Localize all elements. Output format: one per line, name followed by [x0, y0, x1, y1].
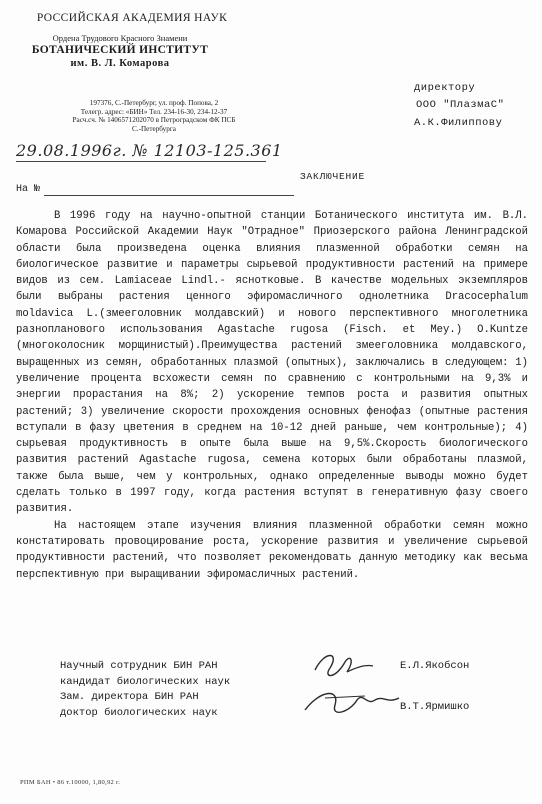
address-line: Телегр. адрес: «БИН» Тел. 234-16-30, 234-12-37	[80, 107, 228, 116]
recipient-company: ООО "ПлазмаС"	[416, 99, 505, 111]
body-paragraph: На настоящем этапе изучения влияния плазменной обработки семян можно констатировать провоцирование роста, ускорение развития и увеличение сырьевой продуктивности растений, что позволяет рекомендовать данную методику как весьма перспективную при выращивании эфиромасличных растений.	[16, 519, 528, 581]
handwritten-signature	[295, 640, 405, 730]
order-line: Ордена Трудового Красного Знамени	[52, 33, 188, 43]
signature-line: Зам. директора БИН РАН	[60, 691, 199, 703]
institute-name: БОТАНИЧЕСКИЙ ИНСТИТУТ	[31, 44, 209, 56]
handwritten-date-number: 29.08.1996г. № 12103-125.361	[16, 141, 283, 160]
letter-body	[16, 208, 528, 583]
reference-line	[16, 161, 266, 162]
reference-na-label: На №	[16, 184, 41, 195]
signature-line: кандидат биологических наук	[60, 675, 231, 688]
print-footer: РПМ БАН • 86 т.10000, 1,80,92 г.	[20, 779, 121, 786]
address-line: С.-Петербурга	[132, 124, 176, 133]
signature-line: Научный сотрудник БИН РАН	[60, 660, 218, 672]
body-paragraph: В 1996 году на научно-опытной станции Ботанического института им. В.Л. Комарова Российской Академии Наук "Отрадное" Приозерского района Ленинградской области была произведена оценка влияния плазменной обработки семян на биологическое развитие и параметры сырьевой продуктивности растений на примере видов из сем. Lamiaceae Lindl.- яснотковые. В качестве модельных экземпляров были выбраны растения ценного эфиромасличного однолетника Dracocephalum moldavica L.(змееголовник молдавский) и нового перспективного многолетника разнопланового использования Agastache rugosa (Fisch. et Mey.) O.Kuntze (многоколосник морщинистый).Преимущества растений змееголовника молдавского, выращенных из семян, обработанных плазмой (опытных), заключались в следующем: 1) увеличение процента всхожести семян по сравнению с контрольными на 9,3% и энергии прорастания на 8%; 2) ускорение темпов роста и развития опытных растений; 3) увеличение скорости прохождения основных фенофаз (опытные растения вступали в фазу цветения в среднем на 10-12 дней раньше, чем контрольные); 4) сырьевая продуктивность в опыте была выше на 9,5%.Скорость биологического развития растений Agastache rugosa, семена которых были обработаны плазмой, также была выше, чем у контрольных, однако определенные выводы можно будет сделать только в 1997 году, когда растения вступят в генеративную фазу своего развития.	[16, 210, 528, 516]
address-line: Расч.сч. № 1406571202070 в Петроградском ФК ПСБ	[72, 116, 236, 124]
reference-na-line	[44, 195, 294, 196]
document-title: ЗАКЛЮЧЕНИЕ	[300, 171, 366, 182]
address-line: 197376, С.-Петербург, ул. проф. Попова, 2	[89, 99, 219, 107]
recipient-position: директору	[414, 82, 476, 94]
signatory-name-2: В.Т.Ярмишко	[400, 701, 470, 713]
recipient-name: А.К.Филиппову	[414, 117, 503, 129]
signatory-name-1: Е.Л.Якобсон	[400, 660, 470, 672]
academy-name: РОССИЙСКАЯ АКАДЕМИЯ НАУК	[36, 12, 228, 24]
signature-block	[60, 659, 230, 721]
institute-address	[44, 99, 264, 133]
signature-line: доктор биологических наук	[60, 706, 218, 719]
institute-named-after: им. В. Л. Комарова	[70, 58, 170, 69]
